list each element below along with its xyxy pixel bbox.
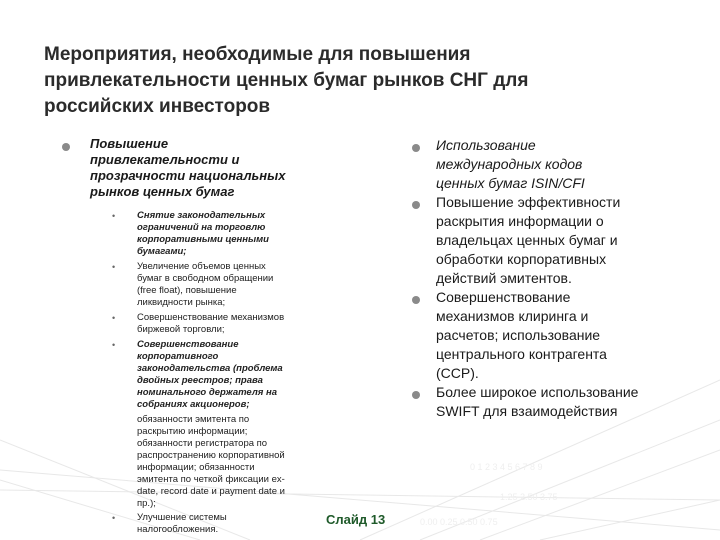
list-item xyxy=(112,339,337,411)
list-item-line: международных кодов xyxy=(436,156,583,172)
continuation-line: date, record date и payment date и xyxy=(137,486,285,497)
list-item-line: бумагами; xyxy=(137,246,187,257)
list-item-line: ликвидности рынка; xyxy=(137,297,226,308)
list-item-line: Использование xyxy=(436,137,536,153)
left-main-bullet xyxy=(62,136,337,200)
svg-text:0.00 0.25 0.50 0.75: 0.00 0.25 0.50 0.75 xyxy=(420,517,498,527)
heading-line: привлекательности и xyxy=(90,152,240,167)
bullet-mark-icon: • xyxy=(112,262,116,272)
title-line: российских инвесторов xyxy=(44,96,271,117)
list-item xyxy=(112,512,337,536)
left-sub-list-last xyxy=(112,512,337,536)
slide-title xyxy=(44,42,684,120)
list-item-line: биржевой торговли; xyxy=(137,324,225,335)
title-line: Мероприятия, необходимые для повышения xyxy=(44,44,471,65)
list-item-line: механизмов клиринга и xyxy=(436,308,589,324)
bullet-dot-icon xyxy=(412,391,420,399)
list-item-continuation xyxy=(137,414,337,510)
list-item xyxy=(112,210,337,258)
continuation-line: раскрытию информации; xyxy=(137,426,248,437)
list-item-line: Улучшение системы xyxy=(137,512,227,523)
list-item-line: расчетов; использование xyxy=(436,327,601,343)
right-column xyxy=(412,136,712,421)
bullet-dot-icon xyxy=(412,201,420,209)
list-item-line: владельцах ценных бумаг и xyxy=(436,232,618,248)
bullet-dot-icon xyxy=(412,144,420,152)
left-sub-list xyxy=(112,210,337,411)
bullet-mark-icon: • xyxy=(112,513,116,523)
list-item-line: (ССР). xyxy=(436,365,479,381)
list-item-line: Более широкое использование xyxy=(436,384,639,400)
list-item-line: (free float), повышение xyxy=(137,285,237,296)
continuation-line: информации; обязанности xyxy=(137,462,255,473)
list-item-line: обработки корпоративных xyxy=(436,251,607,267)
list-item-line: раскрытия информации о xyxy=(436,213,604,229)
list-item xyxy=(112,312,337,336)
continuation-line: обязанности регистратора по xyxy=(137,438,268,449)
heading-line: рынков ценных бумаг xyxy=(90,184,235,199)
list-item-line: действий эмитентов. xyxy=(436,270,572,286)
list-item-line: законодательства (проблема xyxy=(137,363,283,374)
right-list-item xyxy=(412,288,712,383)
bullet-mark-icon: • xyxy=(112,313,116,323)
list-item-line: корпоративного xyxy=(137,351,219,362)
list-item-line: налогообложения. xyxy=(137,524,219,535)
list-item-line: двойных реестров; права xyxy=(137,375,263,386)
list-item-line: ценных бумаг ISIN/CFI xyxy=(436,175,585,191)
bullet-dot-icon xyxy=(412,296,420,304)
continuation-line: пр.); xyxy=(137,498,156,509)
title-line: привлекательности ценных бумаг рынков СНГ для xyxy=(44,70,529,91)
list-item-line: номинального держателя на xyxy=(137,387,277,398)
svg-text:1.25 2.50 3.75: 1.25 2.50 3.75 xyxy=(500,492,558,502)
list-item-line: Совершенствование механизмов xyxy=(137,312,285,323)
heading-line: прозрачности национальных xyxy=(90,168,286,183)
left-column xyxy=(62,136,337,539)
list-item-line: бумаг в свободном обращении xyxy=(137,273,274,284)
list-item-line: Совершенствование xyxy=(137,339,239,350)
bullet-mark-icon: • xyxy=(112,211,116,221)
continuation-line: обязанности эмитента по xyxy=(137,414,250,425)
list-item-line: корпоративными ценными xyxy=(137,234,269,245)
right-list-item xyxy=(412,383,712,421)
right-list-item xyxy=(412,136,712,193)
list-item-line: собраниях акционеров; xyxy=(137,399,250,410)
list-item-line: Увеличение объемов ценных xyxy=(137,261,266,272)
list-item-line: Совершенствование xyxy=(436,289,571,305)
list-item-line: ограничений на торговлю xyxy=(137,222,266,233)
list-item-line: Повышение эффективности xyxy=(436,194,621,210)
list-item-line: SWIFT для взаимодействия xyxy=(436,403,618,419)
right-list-item xyxy=(412,193,712,288)
bullet-mark-icon: • xyxy=(112,340,116,350)
continuation-line: эмитента по четкой фиксации ex- xyxy=(137,474,285,485)
list-item-line: центрального контрагента xyxy=(436,346,607,362)
list-item-line: Снятие законодательных xyxy=(137,210,266,221)
bullet-dot-icon xyxy=(62,143,70,151)
left-heading xyxy=(90,136,285,200)
slide-number: Слайд 13 xyxy=(326,512,386,527)
svg-text:0 1 2 3 4 5 6 7 8 9: 0 1 2 3 4 5 6 7 8 9 xyxy=(470,462,543,472)
heading-line: Повышение xyxy=(90,136,169,151)
list-item xyxy=(112,261,337,309)
continuation-line: распространению корпоративной xyxy=(137,450,285,461)
